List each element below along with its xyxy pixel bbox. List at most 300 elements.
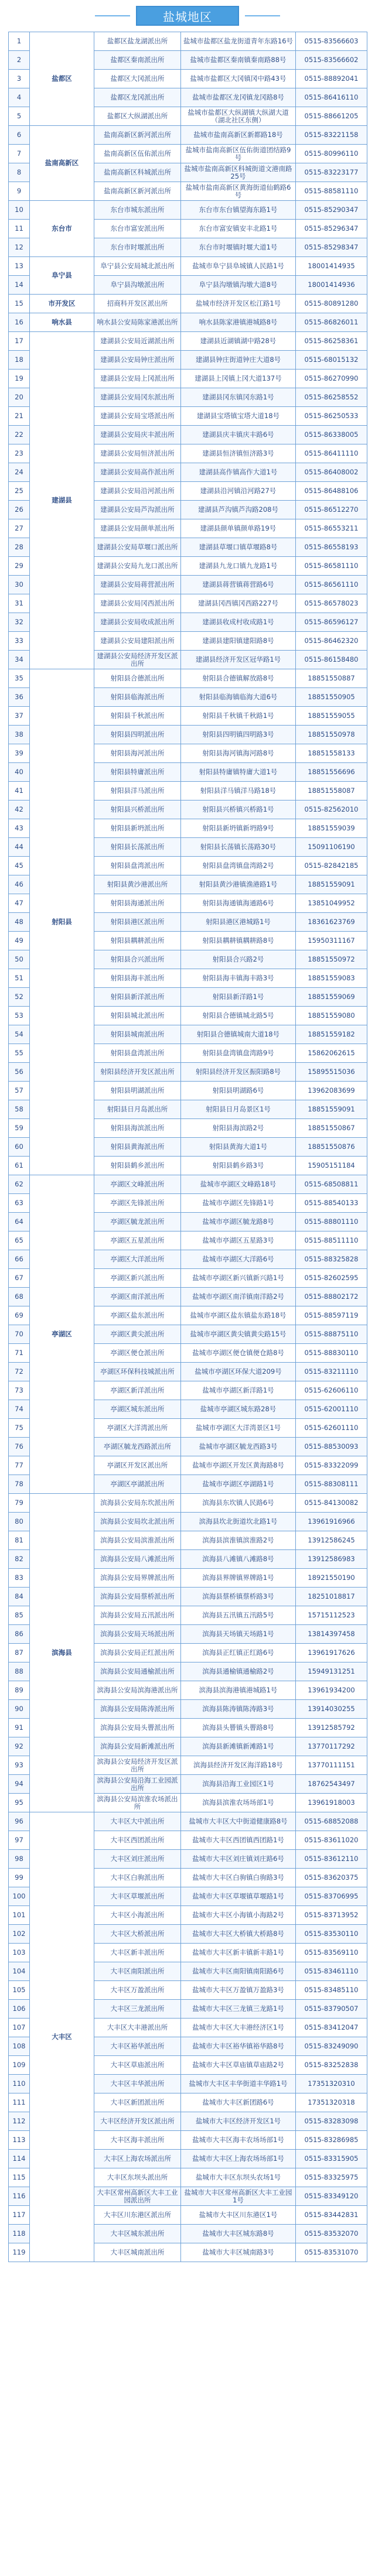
row-number: 4 <box>9 88 30 107</box>
station-name: 东台市富安派出所 <box>94 220 181 238</box>
station-name: 射阳县海丰派出所 <box>94 969 181 988</box>
station-phone: 13912585792 <box>296 1719 367 1737</box>
station-name: 大丰区大桥派出所 <box>94 1925 181 1944</box>
station-name: 建湖县公安局宝塔派出所 <box>94 407 181 426</box>
station-name: 射阳县鹤乡派出所 <box>94 1157 181 1175</box>
row-number: 16 <box>9 313 30 332</box>
station-name: 射阳县洋马派出所 <box>94 782 181 800</box>
station-name: 响水县公安局陈家港派出所 <box>94 313 181 332</box>
station-phone: 13770111151 <box>296 1756 367 1775</box>
station-phone: 15950311167 <box>296 932 367 950</box>
station-phone: 18851550887 <box>296 669 367 688</box>
station-name: 大丰区三龙派出所 <box>94 2000 181 2019</box>
row-number: 37 <box>9 707 30 726</box>
station-name: 建湖县公安局庆丰派出所 <box>94 426 181 444</box>
station-phone: 0515-86338005 <box>296 426 367 444</box>
station-address: 盐城市大丰区上海农场场部1号 <box>181 2150 296 2168</box>
station-address: 射阳县洋马镇洋马路18号 <box>181 782 296 800</box>
station-address: 射阳县海通镇海通路6号 <box>181 894 296 913</box>
row-number: 70 <box>9 1325 30 1344</box>
station-name: 建湖县公安局钟庄派出所 <box>94 351 181 370</box>
row-number: 59 <box>9 1119 30 1138</box>
station-address: 建湖县颜单镇颜单路19号 <box>181 519 296 538</box>
station-name: 盐南高新区科城派出所 <box>94 163 181 182</box>
station-name: 射阳县临海派出所 <box>94 688 181 707</box>
row-number: 89 <box>9 1681 30 1700</box>
station-phone: 18851559039 <box>296 819 367 838</box>
region-cell: 大丰区 <box>30 1812 94 2262</box>
station-name: 东台市城东派出所 <box>94 201 181 220</box>
station-name: 射阳县经济开发区派出所 <box>94 1063 181 1082</box>
row-number: 46 <box>9 875 30 894</box>
station-name: 大丰区海丰派出所 <box>94 2131 181 2150</box>
station-name: 建湖县公安局草堰口派出所 <box>94 538 181 557</box>
station-name: 亭湖区黄尖派出所 <box>94 1325 181 1344</box>
row-number: 84 <box>9 1588 30 1606</box>
station-phone: 0515-85298347 <box>296 238 367 257</box>
row-number: 5 <box>9 107 30 126</box>
station-address: 盐城市亭湖区毓龙西路3号 <box>181 1438 296 1456</box>
station-name: 亭湖区文峰派出所 <box>94 1175 181 1194</box>
station-address: 盐城市经济开发区松江路1号 <box>181 295 296 313</box>
station-address: 射阳县四明镇四明路3号 <box>181 726 296 744</box>
station-name: 建湖县公安局冈西派出所 <box>94 594 181 613</box>
station-phone: 0515-83322099 <box>296 1456 367 1475</box>
station-address: 盐城市亭湖区开发区黄海路8号 <box>181 1456 296 1475</box>
station-address: 建湖县经济开发区冠华路1号 <box>181 651 296 669</box>
station-phone: 0515-88802172 <box>296 1288 367 1306</box>
station-address: 滨海县五汛镇五汛路5号 <box>181 1606 296 1625</box>
row-number: 81 <box>9 1531 30 1550</box>
station-address: 盐城市亭湖区大洋路6号 <box>181 1250 296 1269</box>
station-name: 滨海县公安局通榆派出所 <box>94 1662 181 1681</box>
station-phone: 18851558133 <box>296 744 367 763</box>
station-name: 滨海县公安局坎北派出所 <box>94 1513 181 1531</box>
row-number: 34 <box>9 651 30 669</box>
station-address: 盐城市亭湖区文峰路18号 <box>181 1175 296 1194</box>
station-name: 盐都区大纵湖派出所 <box>94 107 181 126</box>
row-number: 30 <box>9 576 30 594</box>
station-name: 建湖县公安局经济开发区派出所 <box>94 651 181 669</box>
station-phone: 0515-68508811 <box>296 1175 367 1194</box>
station-phone: 13961934200 <box>296 1681 367 1700</box>
row-number: 3 <box>9 70 30 88</box>
row-number: 29 <box>9 557 30 576</box>
station-name: 大丰区大丰港派出所 <box>94 2019 181 2037</box>
table-row <box>9 295 367 313</box>
row-number: 104 <box>9 1962 30 1981</box>
station-phone: 0515-83620375 <box>296 1869 367 1887</box>
row-number: 99 <box>9 1869 30 1887</box>
station-address: 盐城市亭湖区大洋湾景区1号 <box>181 1419 296 1438</box>
row-number: 47 <box>9 894 30 913</box>
row-number: 88 <box>9 1662 30 1681</box>
station-name: 大丰区裕华派出所 <box>94 2037 181 2056</box>
station-name: 亭湖区先锋派出所 <box>94 1194 181 1213</box>
row-number: 92 <box>9 1737 30 1756</box>
page-title: 盐城地区 <box>136 6 239 26</box>
row-number: 61 <box>9 1157 30 1175</box>
row-number: 54 <box>9 1025 30 1044</box>
row-number: 20 <box>9 388 30 407</box>
station-name: 滨海县公安局滨海港派出所 <box>94 1681 181 1700</box>
station-name: 大丰区东坝头派出所 <box>94 2168 181 2187</box>
station-name: 亭湖区亭湖派出所 <box>94 1475 181 1494</box>
station-name: 滨海县公安局滨淮农场派出所 <box>94 1794 181 1812</box>
station-name: 建湖县公安局收成派出所 <box>94 613 181 632</box>
station-address: 建湖县钟庄街道钟庄大道8号 <box>181 351 296 370</box>
station-address: 建湖县蒋营镇蒋营路6号 <box>181 576 296 594</box>
station-address: 盐城市亭湖区黄尖镇黄尖路15号 <box>181 1325 296 1344</box>
row-number: 115 <box>9 2168 30 2187</box>
station-phone: 13912586983 <box>296 1550 367 1569</box>
row-number: 32 <box>9 613 30 632</box>
station-address: 射阳县日月岛景区1号 <box>181 1100 296 1119</box>
station-address: 盐城市大丰区海丰农场场部1号 <box>181 2131 296 2150</box>
row-number: 117 <box>9 2206 30 2225</box>
station-address: 建湖县庆丰镇庆丰路6号 <box>181 426 296 444</box>
station-phone: 0515-88308111 <box>296 1475 367 1494</box>
station-name: 射阳县盘湾派出所 <box>94 1044 181 1063</box>
station-name: 亭湖区盐东派出所 <box>94 1306 181 1325</box>
station-name: 盐都区秦南派出所 <box>94 51 181 70</box>
station-phone: 17351320318 <box>296 2093 367 2112</box>
title-banner <box>0 0 375 30</box>
station-phone: 0515-86581110 <box>296 557 367 576</box>
station-phone: 0515-68852088 <box>296 1812 367 1831</box>
station-address: 盐城市阜宁县阜城镇人民路1号 <box>181 257 296 276</box>
station-phone: 0515-83530110 <box>296 1925 367 1944</box>
row-number: 2 <box>9 51 30 70</box>
station-name: 建湖县公安局冈东派出所 <box>94 388 181 407</box>
station-phone: 0515-88530093 <box>296 1438 367 1456</box>
station-address: 盐城市盐南高新区伍佑街道团结路9号 <box>181 145 296 163</box>
row-number: 78 <box>9 1475 30 1494</box>
station-address: 盐城市大丰区大桥镇大桥路8号 <box>181 1925 296 1944</box>
row-number: 113 <box>9 2131 30 2150</box>
station-address: 滨海县头罾镇头罾路8号 <box>181 1719 296 1737</box>
station-name: 亭湖区城东派出所 <box>94 1400 181 1419</box>
station-name: 大丰区草堰派出所 <box>94 1887 181 1906</box>
row-number: 13 <box>9 257 30 276</box>
station-address: 射阳县港区港城路1号 <box>181 913 296 932</box>
region-cell: 响水县 <box>30 313 94 332</box>
station-address: 滨海县滨淮镇滨淮路2号 <box>181 1531 296 1550</box>
station-address: 滨海县滨淮农场场部1号 <box>181 1794 296 1812</box>
police-station-table <box>8 32 367 2262</box>
row-number: 67 <box>9 1269 30 1288</box>
station-phone: 0515-83531070 <box>296 2243 367 2262</box>
row-number: 119 <box>9 2243 30 2262</box>
station-phone: 0515-86258361 <box>296 332 367 351</box>
station-phone: 0515-88830110 <box>296 1344 367 1363</box>
station-name: 招商科开发区派出所 <box>94 295 181 313</box>
station-name: 大丰区川东港区派出所 <box>94 2206 181 2225</box>
station-name: 亭湖区南洋派出所 <box>94 1288 181 1306</box>
station-address: 射阳县海滨路2号 <box>181 1119 296 1138</box>
station-address: 建湖县冈东镇冈东路1号 <box>181 388 296 407</box>
station-phone: 15905151184 <box>296 1157 367 1175</box>
station-name: 射阳县海河派出所 <box>94 744 181 763</box>
station-address: 射阳县临海镇临海大道6号 <box>181 688 296 707</box>
row-number: 48 <box>9 913 30 932</box>
station-name: 建湖县公安局颜单派出所 <box>94 519 181 538</box>
row-number: 100 <box>9 1887 30 1906</box>
station-phone: 0515-83532070 <box>296 2225 367 2243</box>
station-phone: 0515-83315905 <box>296 2150 367 2168</box>
station-phone: 18851558087 <box>296 782 367 800</box>
station-name: 建湖县公安局高作派出所 <box>94 463 181 482</box>
station-name: 射阳县海通派出所 <box>94 894 181 913</box>
station-phone: 0515-82842185 <box>296 857 367 875</box>
row-number: 21 <box>9 407 30 426</box>
station-name: 阜宁县公安局城北派出所 <box>94 257 181 276</box>
station-address: 盐城市盐南高新区科城街道文港南路25号 <box>181 163 296 182</box>
row-number: 77 <box>9 1456 30 1475</box>
station-phone: 0515-86250533 <box>296 407 367 426</box>
row-number: 8 <box>9 163 30 182</box>
row-number: 112 <box>9 2112 30 2131</box>
station-phone: 18851559091 <box>296 875 367 894</box>
row-number: 102 <box>9 1925 30 1944</box>
row-number: 17 <box>9 332 30 351</box>
station-phone: 0515-83412047 <box>296 2019 367 2037</box>
station-address: 盐城市亭湖区环保大道209号 <box>181 1363 296 1381</box>
station-phone: 18851550972 <box>296 950 367 969</box>
row-number: 64 <box>9 1213 30 1231</box>
station-name: 滨海县公安局滨淮派出所 <box>94 1531 181 1550</box>
table-row <box>9 1494 367 1513</box>
station-address: 滨海县沿海工业园区1号 <box>181 1775 296 1794</box>
station-address: 盐城市亭湖区毓龙路8号 <box>181 1213 296 1231</box>
station-address: 建湖县恒济镇恒济路3号 <box>181 444 296 463</box>
station-phone: 0515-80996110 <box>296 145 367 163</box>
station-name: 大丰区白驹派出所 <box>94 1869 181 1887</box>
station-address: 盐城市大丰区经济开发区1号 <box>181 2112 296 2131</box>
station-name: 大丰区南阳派出所 <box>94 1962 181 1981</box>
row-number: 95 <box>9 1794 30 1812</box>
station-name: 大丰区城东派出所 <box>94 2225 181 2243</box>
station-name: 亭湖区开发区派出所 <box>94 1456 181 1475</box>
station-phone: 13770117292 <box>296 1737 367 1756</box>
station-address: 盐城市大丰区南阳镇南阳路6号 <box>181 1962 296 1981</box>
station-phone: 18851559069 <box>296 988 367 1007</box>
station-name: 滨海县公安局头罾派出所 <box>94 1719 181 1737</box>
table-row <box>9 1175 367 1194</box>
table-row <box>9 1812 367 1831</box>
station-name: 滨海县公安局陈涛派出所 <box>94 1700 181 1719</box>
row-number: 7 <box>9 145 30 163</box>
row-number: 75 <box>9 1419 30 1438</box>
station-name: 滨海县公安局新滩派出所 <box>94 1737 181 1756</box>
station-address: 建湖县冈西镇冈西路227号 <box>181 594 296 613</box>
station-name: 盐都区盐龙湖派出所 <box>94 32 181 51</box>
region-cell: 市开发区 <box>30 295 94 313</box>
station-address: 射阳县合德镇城北路5号 <box>181 1007 296 1025</box>
station-address: 盐城市盐南高新区黄海街道仙鹤路6号 <box>181 182 296 201</box>
station-name: 大丰区小海派出所 <box>94 1906 181 1925</box>
row-number: 50 <box>9 950 30 969</box>
station-name: 大丰区城南派出所 <box>94 2243 181 2262</box>
station-phone: 0515-83442831 <box>296 2206 367 2225</box>
station-name: 射阳县新洋派出所 <box>94 988 181 1007</box>
station-address: 滨海县天场镇天场路1号 <box>181 1625 296 1644</box>
row-number: 38 <box>9 726 30 744</box>
station-address: 滨海县新滩镇新滩路1号 <box>181 1737 296 1756</box>
station-phone: 0515-88661205 <box>296 107 367 126</box>
row-number: 74 <box>9 1400 30 1419</box>
station-name: 滨海县公安局蔡桥派出所 <box>94 1588 181 1606</box>
station-phone: 18851550978 <box>296 726 367 744</box>
row-number: 10 <box>9 201 30 220</box>
row-number: 69 <box>9 1306 30 1325</box>
station-name: 射阳县黄沙港派出所 <box>94 875 181 894</box>
station-phone: 0515-86270990 <box>296 370 367 388</box>
station-phone: 0515-83221158 <box>296 126 367 145</box>
region-cell: 亭湖区 <box>30 1175 94 1494</box>
row-number: 105 <box>9 1981 30 2000</box>
station-address: 建湖县收成村收成路1号 <box>181 613 296 632</box>
row-number: 116 <box>9 2187 30 2206</box>
region-cell: 盐南高新区 <box>30 126 94 201</box>
row-number: 82 <box>9 1550 30 1569</box>
row-number: 72 <box>9 1363 30 1381</box>
station-address: 射阳县盘湾镇盘湾路2号 <box>181 857 296 875</box>
station-name: 亭湖区毓龙西路派出所 <box>94 1438 181 1456</box>
station-address: 滨海县蔡桥镇蔡桥路3号 <box>181 1588 296 1606</box>
station-address: 滨海县经济开发区海洋路18号 <box>181 1756 296 1775</box>
station-phone: 0515-86411110 <box>296 444 367 463</box>
table-body <box>9 32 367 2262</box>
station-phone: 0515-86258552 <box>296 388 367 407</box>
station-phone: 0515-62001110 <box>296 1400 367 1419</box>
station-phone: 0515-83713952 <box>296 1906 367 1925</box>
row-number: 19 <box>9 370 30 388</box>
station-name: 滨海县公安局五汛派出所 <box>94 1606 181 1625</box>
station-name: 射阳县耦耕派出所 <box>94 932 181 950</box>
station-phone: 0515-86488106 <box>296 482 367 501</box>
row-number: 86 <box>9 1625 30 1644</box>
station-name: 盐南高新区新河派出所 <box>94 182 181 201</box>
station-phone: 0515-83252838 <box>296 2056 367 2075</box>
row-number: 96 <box>9 1812 30 1831</box>
region-cell: 东台市 <box>30 201 94 257</box>
station-phone: 0515-86558193 <box>296 538 367 557</box>
station-phone: 15949131251 <box>296 1662 367 1681</box>
row-number: 68 <box>9 1288 30 1306</box>
row-number: 91 <box>9 1719 30 1737</box>
station-phone: 0515-86462320 <box>296 632 367 651</box>
station-address: 射阳县黄沙港镇渔港路1号 <box>181 875 296 894</box>
station-phone: 0515-86158480 <box>296 651 367 669</box>
station-phone: 0515-85290347 <box>296 201 367 220</box>
station-phone: 18361623769 <box>296 913 367 932</box>
station-name: 亭湖区便仓派出所 <box>94 1344 181 1363</box>
station-address: 射阳县新坍镇新坍路9号 <box>181 819 296 838</box>
station-phone: 0515-86596127 <box>296 613 367 632</box>
station-phone: 0515-83461110 <box>296 1962 367 1981</box>
row-number: 101 <box>9 1906 30 1925</box>
station-address: 盐城市亭湖区南洋镇南洋路2号 <box>181 1288 296 1306</box>
row-number: 43 <box>9 819 30 838</box>
row-number: 97 <box>9 1831 30 1850</box>
row-number: 28 <box>9 538 30 557</box>
station-phone: 0515-83566603 <box>296 32 367 51</box>
station-phone: 0515-86553211 <box>296 519 367 538</box>
station-address: 盐城市盐都区秦南镇秦南路88号 <box>181 51 296 70</box>
station-name: 滨海县公安局经济开发区派出所 <box>94 1756 181 1775</box>
station-phone: 0515-83286985 <box>296 2131 367 2150</box>
station-phone: 0515-88511110 <box>296 1231 367 1250</box>
station-name: 大丰区经济开发区派出所 <box>94 2112 181 2131</box>
row-number: 85 <box>9 1606 30 1625</box>
row-number: 93 <box>9 1756 30 1775</box>
station-address: 阜宁县沟墩镇沟墩大道8号 <box>181 276 296 295</box>
table-row <box>9 32 367 51</box>
row-number: 39 <box>9 744 30 763</box>
station-address: 盐城市亭湖区先锋路1号 <box>181 1194 296 1213</box>
table-row <box>9 126 367 145</box>
station-name: 建湖县公安局近湖派出所 <box>94 332 181 351</box>
station-address: 建湖县九龙口镇九龙路1号 <box>181 557 296 576</box>
station-name: 建湖县公安局沿河派出所 <box>94 482 181 501</box>
station-address: 建湖县宝塔镇宝塔大道18号 <box>181 407 296 426</box>
station-name: 阜宁县沟墩派出所 <box>94 276 181 295</box>
station-address: 射阳县黄海大道1号 <box>181 1138 296 1157</box>
row-number: 18 <box>9 351 30 370</box>
table-row <box>9 313 367 332</box>
row-number: 66 <box>9 1250 30 1269</box>
station-phone: 15862062615 <box>296 1044 367 1063</box>
station-address: 盐城市亭湖区城东路28号 <box>181 1400 296 1419</box>
row-number: 73 <box>9 1381 30 1400</box>
station-address: 射阳县盘湾镇盘湾路9号 <box>181 1044 296 1063</box>
station-address: 滨海县通榆镇通榆路2号 <box>181 1662 296 1681</box>
row-number: 55 <box>9 1044 30 1063</box>
row-number: 24 <box>9 463 30 482</box>
row-number: 53 <box>9 1007 30 1025</box>
station-phone: 15091106190 <box>296 838 367 857</box>
station-name: 射阳县千秋派出所 <box>94 707 181 726</box>
station-phone: 18851559055 <box>296 707 367 726</box>
station-name: 大丰区草庙派出所 <box>94 2056 181 2075</box>
row-number: 107 <box>9 2019 30 2037</box>
station-phone: 0515-83790507 <box>296 2000 367 2019</box>
station-name: 射阳县新坍派出所 <box>94 819 181 838</box>
row-number: 58 <box>9 1100 30 1119</box>
station-phone: 13961918003 <box>296 1794 367 1812</box>
row-number: 36 <box>9 688 30 707</box>
row-number: 76 <box>9 1438 30 1456</box>
station-phone: 13912586245 <box>296 1531 367 1550</box>
station-address: 盐城市大丰区城东路8号 <box>181 2225 296 2243</box>
station-phone: 18851550867 <box>296 1119 367 1138</box>
station-phone: 0515-86408002 <box>296 463 367 482</box>
station-address: 盐城市大丰区川东港区1号 <box>181 2206 296 2225</box>
station-name: 大丰区刘庄派出所 <box>94 1850 181 1869</box>
row-number: 108 <box>9 2037 30 2056</box>
row-number: 45 <box>9 857 30 875</box>
row-number: 40 <box>9 763 30 782</box>
station-phone: 0515-86561110 <box>296 576 367 594</box>
row-number: 23 <box>9 444 30 463</box>
station-address: 盐城市盐都区大冈镇冈中路43号 <box>181 70 296 88</box>
row-number: 80 <box>9 1513 30 1531</box>
station-address: 盐城市大丰区西团镇西团路1号 <box>181 1831 296 1850</box>
region-cell: 阜宁县 <box>30 257 94 295</box>
station-address: 盐城市大丰区三龙镇三龙路1号 <box>181 2000 296 2019</box>
station-phone: 18851559091 <box>296 1100 367 1119</box>
